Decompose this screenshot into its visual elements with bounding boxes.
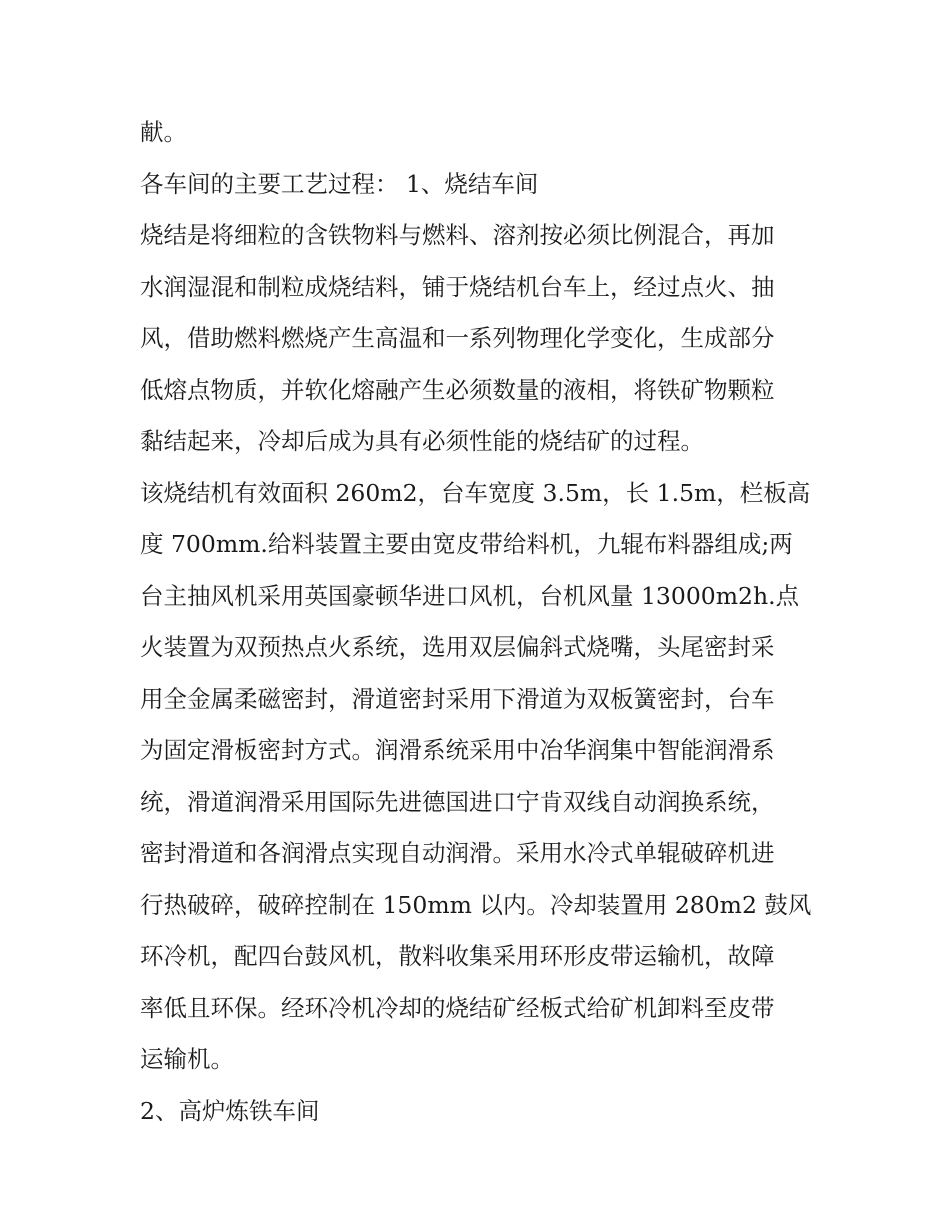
text-line: 率低且环保。经环冷机冷却的烧结矿经板式给矿机卸料至皮带 (140, 993, 775, 1022)
text-line: 该烧结机有效面积 260m2，台车宽度 3.5m，长 1.5m，栏板高 (140, 478, 811, 507)
document-body (140, 107, 820, 1137)
text-line: 统，滑道润滑采用国际先进德国进口宁肯双线自动润换系统， (140, 787, 775, 816)
text-line: 水润湿混和制粒成烧结料，铺于烧结机台车上，经过点火、抽 (140, 272, 775, 301)
text-line: 火装置为双预热点火系统，选用双层偏斜式烧嘴，头尾密封采 (140, 633, 775, 661)
section-heading: 各车间的主要工艺过程： 1、烧结车间 (140, 169, 539, 198)
text-line: 运输机。 (140, 1045, 234, 1073)
section-heading: 2、高炉炼铁车间 (140, 1096, 320, 1125)
text-line: 用全金属柔磁密封，滑道密封采用下滑道为双板簧密封，台车 (140, 684, 775, 713)
text-line: 台主抽风机采用英国豪顿华进口风机，台机风量 13000m2h.点 (140, 581, 800, 610)
text-line: 密封滑道和各润滑点实现自动润滑。采用水冷式单辊破碎机进 (140, 839, 775, 867)
text-line: 度 700mm.给料装置主要由宽皮带给料机，九辊布料器组成;两 (140, 530, 793, 558)
text-line: 行热破碎，破碎控制在 150mm 以内。冷却装置用 280m2 鼓风 (140, 890, 812, 919)
text-line: 献。 (140, 118, 187, 146)
text-line: 环冷机，配四台鼓风机，散料收集采用环形皮带运输机，故障 (140, 942, 775, 970)
text-line: 为固定滑板密封方式。润滑系统采用中冶华润集中智能润滑系 (140, 736, 775, 764)
text-line: 烧结是将细粒的含铁物料与燃料、溶剂按必须比例混合，再加 (140, 221, 775, 249)
text-line: 风，借助燃料燃烧产生高温和一系列物理化学变化，生成部分 (140, 324, 775, 352)
text-line: 黏结起来，冷却后成为具有必须性能的烧结矿的过程。 (140, 427, 704, 455)
text-line: 低熔点物质，并软化熔融产生必须数量的液相，将铁矿物颗粒 (140, 375, 775, 404)
